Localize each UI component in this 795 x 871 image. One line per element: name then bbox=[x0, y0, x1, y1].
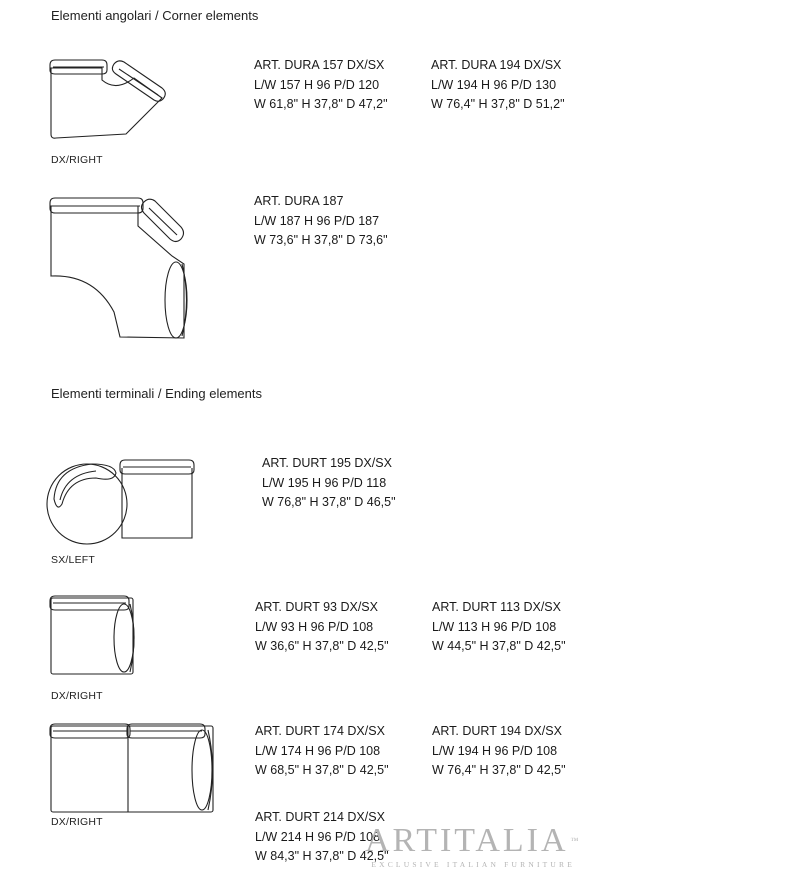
product-dimensions-in: W 84,3" H 37,8" D 42,5" bbox=[255, 849, 389, 863]
product-dimensions-in: W 36,6" H 37,8" D 42,5" bbox=[255, 639, 389, 653]
ending-elements-title: Elementi terminali / Ending elements bbox=[51, 386, 262, 401]
corner-element-large-drawing bbox=[44, 194, 194, 344]
product-dimensions-in: W 76,4" H 37,8" D 42,5" bbox=[432, 763, 566, 777]
product-name: ART. DURT 194 DX/SX bbox=[432, 724, 562, 738]
product-dimensions-cm: L/W 187 H 96 P/D 187 bbox=[254, 213, 380, 228]
spec-durt-194 bbox=[432, 722, 566, 781]
direction-label-dx-right: DX/RIGHT bbox=[51, 690, 103, 702]
product-name: ART. DURT 195 DX/SX bbox=[262, 456, 392, 470]
product-dimensions-in: W 61,8" H 37,8" D 47,2" bbox=[254, 97, 388, 111]
product-dimensions-cm: L/W 174 H 96 P/D 108 bbox=[255, 743, 381, 758]
product-dimensions-cm: L/W 113 H 96 P/D 108 bbox=[432, 619, 557, 634]
product-dimensions-cm: L/W 194 H 96 P/D 108 bbox=[432, 743, 558, 758]
spec-dura-187 bbox=[254, 192, 388, 251]
corner-elements-title: Elementi angolari / Corner elements bbox=[51, 8, 259, 23]
product-name: ART. DURT 174 DX/SX bbox=[255, 724, 385, 738]
spec-durt-93 bbox=[255, 598, 389, 657]
spec-durt-113 bbox=[432, 598, 566, 657]
product-dimensions-cm: L/W 214 H 96 P/D 108 bbox=[255, 829, 381, 844]
product-dimensions-cm: L/W 194 H 96 P/D 130 bbox=[431, 77, 557, 92]
product-dimensions-cm: L/W 195 H 96 P/D 118 bbox=[262, 475, 387, 490]
spec-dura-157 bbox=[254, 56, 388, 115]
spec-dura-194 bbox=[431, 56, 565, 115]
product-dimensions-cm: L/W 157 H 96 P/D 120 bbox=[254, 77, 380, 92]
product-dimensions-cm: L/W 93 H 96 P/D 108 bbox=[255, 619, 374, 634]
spec-durt-174 bbox=[255, 722, 389, 781]
watermark-tagline: EXCLUSIVE ITALIAN FURNITURE bbox=[371, 860, 576, 869]
product-name: ART. DURT 93 DX/SX bbox=[255, 600, 378, 614]
product-dimensions-in: W 44,5" H 37,8" D 42,5" bbox=[432, 639, 566, 653]
artitalia-watermark bbox=[365, 824, 581, 869]
product-name: ART. DURA 157 DX/SX bbox=[254, 58, 385, 72]
product-name: ART. DURT 113 DX/SX bbox=[432, 600, 561, 614]
product-dimensions-in: W 76,8" H 37,8" D 46,5" bbox=[262, 495, 396, 509]
product-dimensions-in: W 73,6" H 37,8" D 73,6" bbox=[254, 233, 388, 247]
corner-element-drawing bbox=[44, 56, 174, 146]
direction-label-dx-right: DX/RIGHT bbox=[51, 816, 103, 828]
product-dimensions-in: W 68,5" H 37,8" D 42,5" bbox=[255, 763, 389, 777]
spec-durt-195 bbox=[262, 454, 396, 513]
product-dimensions-in: W 76,4" H 37,8" D 51,2" bbox=[431, 97, 565, 111]
watermark-logo: ARTITALIA bbox=[365, 822, 569, 859]
product-name: ART. DURA 194 DX/SX bbox=[431, 58, 562, 72]
watermark-trademark: ™ bbox=[570, 836, 582, 845]
direction-label-sx-left: SX/LEFT bbox=[51, 554, 95, 566]
single-ending-element-drawing bbox=[44, 592, 144, 682]
direction-label-dx-right: DX/RIGHT bbox=[51, 154, 103, 166]
product-name: ART. DURA 187 bbox=[254, 194, 344, 208]
product-name: ART. DURT 214 DX/SX bbox=[255, 810, 385, 824]
double-ending-element-drawing bbox=[44, 720, 224, 820]
round-ending-element-drawing bbox=[44, 456, 204, 551]
